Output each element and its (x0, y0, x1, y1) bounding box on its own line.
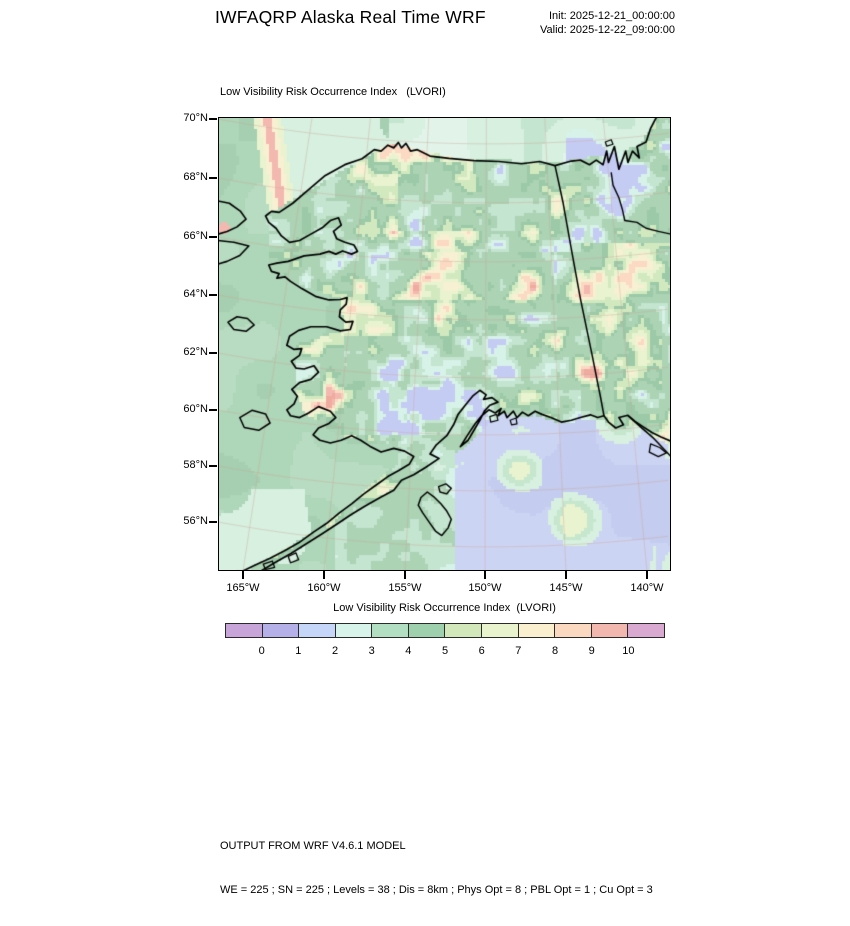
model-info-footer (220, 810, 653, 926)
colorbar-segment (555, 624, 592, 637)
colorbar-segment (592, 624, 629, 637)
colorbar-segment (299, 624, 336, 637)
colorbar-segment (409, 624, 446, 637)
lat-tick-label: 60°N (183, 403, 208, 415)
colorbar-tick-label: 6 (478, 645, 485, 657)
colorbar-segment (628, 624, 664, 637)
colorbar-tick-label: 10 (622, 645, 635, 657)
lat-tick (209, 521, 217, 523)
colorbar-tick-label: 3 (368, 645, 375, 657)
colorbar-segment (263, 624, 300, 637)
colorbar-segment (519, 624, 556, 637)
lon-tick-label: 160°W (307, 582, 341, 594)
colorbar-tick-label: 0 (258, 645, 265, 657)
lat-tick-label: 58°N (183, 459, 208, 471)
colorbar-segment (445, 624, 482, 637)
colorbar-tick-label: 8 (551, 645, 559, 657)
lat-tick (209, 118, 217, 120)
lon-tick (242, 571, 244, 579)
lon-tick (565, 571, 567, 579)
lat-tick-label: 62°N (183, 346, 208, 358)
lon-tick (484, 571, 486, 579)
page-title: IWFAQRP Alaska Real Time WRF (215, 7, 486, 27)
colorbar-segment (226, 624, 263, 637)
map-plot-area (183, 112, 671, 594)
lat-tick (209, 352, 217, 354)
lat-tick (209, 465, 217, 467)
run-times (540, 9, 675, 37)
valid-time-label: Valid: 2025-12-22_09:00:00 (540, 24, 675, 36)
lat-tick (209, 236, 217, 238)
colorbar-tick-label: 5 (441, 645, 449, 657)
lon-tick-label: 140°W (630, 582, 664, 594)
colorbar-tick-label: 1 (295, 645, 302, 657)
colorbar-segment (372, 624, 409, 637)
colorbar-title: Low Visibility Risk Occurrence Index (LVORI) (333, 602, 556, 614)
map-subtitle: Low Visibility Risk Occurrence Index (LVORI) (220, 86, 446, 98)
lat-tick-label: 56°N (183, 515, 208, 527)
lon-tick (404, 571, 406, 579)
footer-line-2: WE = 225 ; SN = 225 ; Levels = 38 ; Dis = 8km ; Phys Opt = 8 ; PBL Opt = 1 ; Cu Opt = 3 (220, 883, 653, 896)
lon-tick-label: 155°W (388, 582, 422, 594)
colorbar-segment (482, 624, 519, 637)
colorbar-tick-label: 9 (588, 645, 595, 657)
init-time-label: Init: 2025-12-21_00:00:00 (549, 10, 675, 22)
lon-tick-label: 145°W (549, 582, 583, 594)
lat-tick-label: 64°N (183, 288, 208, 300)
colorbar-tick-label: 7 (515, 645, 522, 657)
lat-tick-label: 66°N (183, 230, 208, 242)
footer-line-1: OUTPUT FROM WRF V4.6.1 MODEL (220, 840, 406, 852)
lat-tick (209, 409, 217, 411)
lvori-field-map (218, 117, 671, 571)
lon-tick-label: 165°W (226, 582, 260, 594)
lat-tick-label: 68°N (183, 171, 208, 183)
lat-tick (209, 177, 217, 179)
colorbar-tick-label: 2 (331, 645, 339, 657)
lon-tick (323, 571, 325, 579)
lat-tick-label: 70°N (183, 112, 208, 124)
colorbar (225, 623, 665, 638)
lon-tick (646, 571, 648, 579)
colorbar-tick-label: 4 (405, 645, 412, 657)
colorbar-segment (336, 624, 373, 637)
lat-tick (209, 294, 217, 296)
lon-tick-label: 150°W (468, 582, 502, 594)
